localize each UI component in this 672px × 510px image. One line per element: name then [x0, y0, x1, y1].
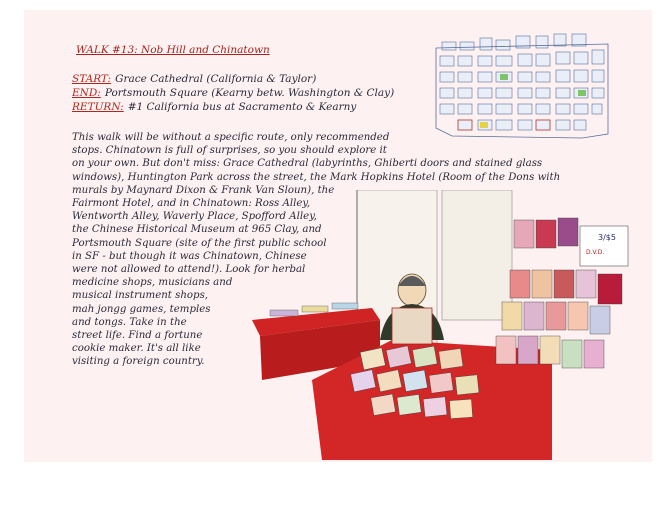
body-line: were not allowed to attend!). Look for herbal [72, 264, 306, 276]
body-line: in SF - but though it was Chinatown, Chinese [72, 250, 307, 262]
body-line: Fairmont Hotel, and in Chinatown: Ross Alley, [72, 198, 311, 210]
body-line: murals by Maynard Dixon & Frank Van Sloun), the [72, 184, 335, 196]
end-value: Portsmouth Square (Kearny betw. Washington & Clay) [104, 87, 395, 99]
start-line [72, 73, 316, 85]
body-line: mah jongg games, temples [72, 303, 211, 315]
body-line: the Chinese Historical Museum at 965 Clay, and [72, 224, 322, 236]
body-line: cookie maker. It's all like [72, 343, 201, 355]
return-line [72, 101, 356, 113]
return-label: RETURN: [72, 101, 124, 113]
body-line: Portsmouth Square (site of the first public school [72, 237, 327, 249]
body-line: windows), Huntington Park across the street, the Mark Hopkins Hotel (Room of the Dons with [72, 171, 561, 183]
body-line: musical instrument shops, [72, 290, 209, 302]
body-line: Wentworth Alley, Waverly Place, Spofford Alley, [72, 211, 317, 223]
dvd-sign-text: D.V.D. [586, 249, 605, 256]
body-line: and tongs. Take in the [72, 316, 187, 328]
body-line: This walk will be without a specific route, only recommended [72, 132, 390, 143]
document-page [24, 10, 652, 462]
start-label: START: [72, 73, 112, 85]
body-line: on your own. But don't miss: Grace Cathedral (labyrinths, Ghiberti doors and stained glass [72, 158, 543, 170]
body-line: visiting a foreign country. [72, 356, 205, 368]
end-label: END: [72, 87, 101, 99]
body-line: stops. Chinatown is full of surprises, so you should explore it [72, 145, 387, 157]
price-sign-text: 3/$5 [598, 233, 616, 242]
body-line: street life. Find a fortune [72, 330, 203, 342]
end-line [72, 87, 394, 99]
street-map [432, 28, 612, 146]
start-value: Grace Cathedral (California & Taylor) [115, 73, 317, 85]
body-line: medicine shops, musicians and [72, 277, 233, 289]
walk-description [72, 131, 605, 369]
walk-title: WALK #13: Nob Hill and Chinatown [76, 44, 270, 56]
return-value: #1 California bus at Sacramento & Kearny [127, 101, 357, 113]
